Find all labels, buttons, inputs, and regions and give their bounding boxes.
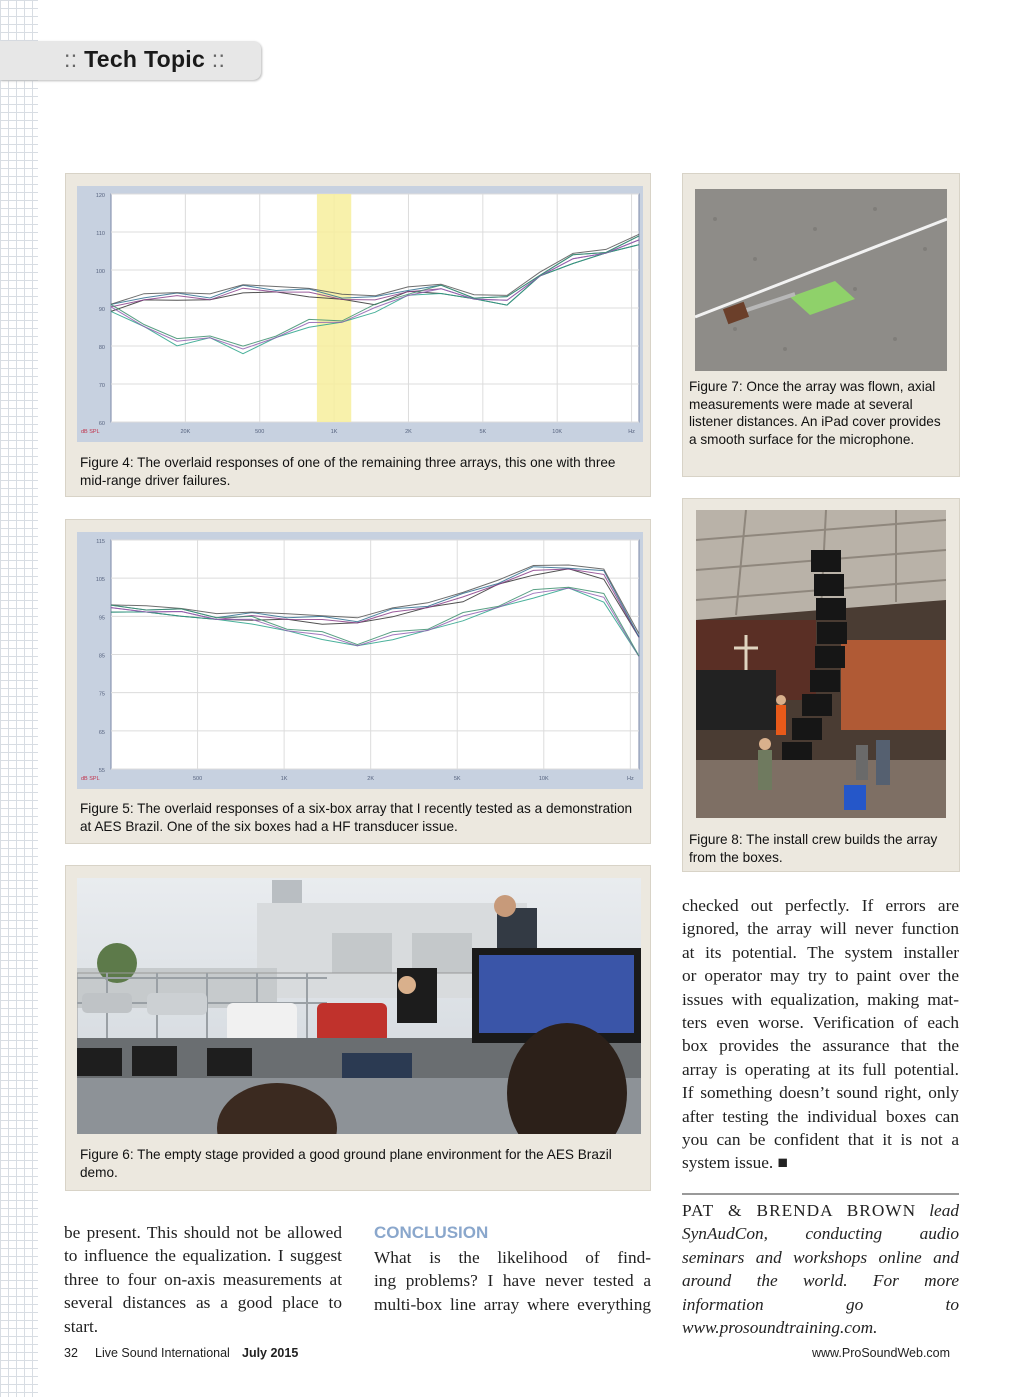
- x-tick-label: 1K: [280, 776, 288, 782]
- y-tick-label: 120: [95, 193, 105, 199]
- y-tick-label: 70: [98, 383, 105, 389]
- figure-6-photo: [77, 878, 641, 1134]
- body-line: issues with equalization, making mat-: [682, 989, 959, 1009]
- grid-margin-decoration: [0, 0, 38, 1397]
- body-line: you can be confident that it is not a: [682, 1130, 959, 1150]
- figure-7-photo: [695, 189, 947, 371]
- figure-5-caption: Figure 5: The overlaid responses of a six-box array that I recently tested as a demonstration at AES Brazil. One of the six boxes had a HF transducer issue.: [80, 801, 633, 834]
- x-tick-label: 20K: [180, 429, 191, 435]
- x-tick-label: 1K: [330, 429, 338, 435]
- figure-4-chart-svg: [77, 186, 643, 442]
- body-column-2: [374, 1246, 651, 1316]
- x-tick-label: 2K: [367, 776, 375, 782]
- x-tick-label: Hz: [628, 429, 635, 435]
- body-line: ters even worse. Verification of each: [682, 1013, 959, 1033]
- y-tick-label: 90: [98, 307, 105, 313]
- author-names: PAT & BRENDA BROWN: [682, 1201, 917, 1220]
- x-tick-label: 2K: [405, 429, 412, 435]
- body-column-1: [64, 1221, 342, 1338]
- body-line: array is operating at its full potential.: [682, 1059, 959, 1079]
- body-line: several distances as a good place to start.: [64, 1293, 342, 1336]
- y-tick-label: 110: [96, 231, 105, 237]
- highlight-band: [317, 194, 351, 422]
- footer-publication: Live Sound International: [95, 1346, 230, 1360]
- body-line: at its potential. The system installer: [682, 942, 959, 962]
- footer-website: www.ProSoundWeb.com: [812, 1346, 951, 1360]
- y-tick-label: 105: [95, 577, 105, 584]
- x-tick-label: 10K: [552, 429, 563, 435]
- figure-4-caption: Figure 4: The overlaid responses of one of the remaining three arrays, this one with three mid-range driver failures.: [80, 455, 616, 488]
- y-unit-label: dB SPL: [81, 429, 100, 435]
- figure-6-caption: Figure 6: The empty stage provided a good ground plane environment for the AES Brazil demo.: [80, 1147, 612, 1180]
- body-line: be present. This should not be allowed: [64, 1223, 342, 1242]
- y-tick-label: 65: [98, 729, 105, 736]
- footer-page-number: 32: [64, 1346, 78, 1360]
- body-line: box provides the assurance that the: [682, 1036, 959, 1056]
- footer-issue: July 2015: [242, 1346, 299, 1360]
- figure-4-chart: [77, 186, 643, 442]
- figure-5-chart-svg: [77, 532, 643, 789]
- body-line: If something doesn’t sound right, only: [682, 1083, 959, 1103]
- figure-8-photo: [696, 510, 946, 818]
- x-tick-label: Hz: [626, 776, 634, 782]
- y-tick-label: 85: [98, 653, 105, 660]
- bio-divider: [682, 1193, 959, 1195]
- x-tick-label: 500: [255, 429, 265, 435]
- y-unit-label: dB SPL: [81, 776, 100, 782]
- body-line: to influence the equalization. I suggest: [64, 1246, 342, 1266]
- body-line: multi-box line array where everything: [374, 1294, 651, 1314]
- author-bio-text: lead SynAudCon, conducting audio seminars and workshops online and around the world. For more information go to www.prosoundtraining.com.: [682, 1201, 959, 1338]
- figure-8-caption: Figure 8: The install crew builds the array from the boxes.: [689, 832, 938, 865]
- figure-5-chart: [77, 532, 643, 789]
- install-crew-photo-illustration: [696, 510, 946, 818]
- microphone-photo-illustration: [695, 189, 947, 371]
- body-line: three to four on-axis measurements at: [64, 1269, 342, 1289]
- body-line: checked out perfectly. If errors are: [682, 896, 959, 915]
- y-tick-label: 80: [98, 345, 105, 351]
- y-tick-label: 100: [95, 269, 105, 275]
- y-tick-label: 55: [98, 768, 105, 774]
- author-bio: [682, 1199, 959, 1339]
- body-line: ing problems? I have never tested a: [374, 1271, 651, 1291]
- y-tick-label: 75: [98, 691, 105, 698]
- body-line: What is the likelihood of find-: [374, 1248, 651, 1267]
- body-line: or operator may try to paint over the: [682, 966, 959, 986]
- body-column-3: [682, 894, 959, 1175]
- x-tick-label: 10K: [538, 776, 549, 782]
- y-tick-label: 60: [98, 421, 105, 427]
- x-tick-label: 5K: [479, 429, 487, 435]
- x-tick-label: 500: [192, 776, 203, 782]
- figure-7-caption: Figure 7: Once the array was flown, axial measurements were made at several listener distances. An iPad cover provides a smooth surface for the microphone.: [689, 379, 941, 447]
- body-line: after testing the individual boxes can: [682, 1106, 959, 1126]
- conclusion-heading: CONCLUSION: [374, 1223, 489, 1242]
- y-tick-label: 115: [96, 539, 105, 545]
- stage-photo-illustration: [77, 878, 641, 1134]
- body-line: ignored, the array will never function: [682, 919, 959, 939]
- section-tab-title: :: Tech Topic ::: [64, 46, 226, 72]
- x-tick-label: 5K: [453, 776, 461, 782]
- body-line: system issue. ■: [682, 1153, 788, 1173]
- y-tick-label: 95: [98, 615, 105, 622]
